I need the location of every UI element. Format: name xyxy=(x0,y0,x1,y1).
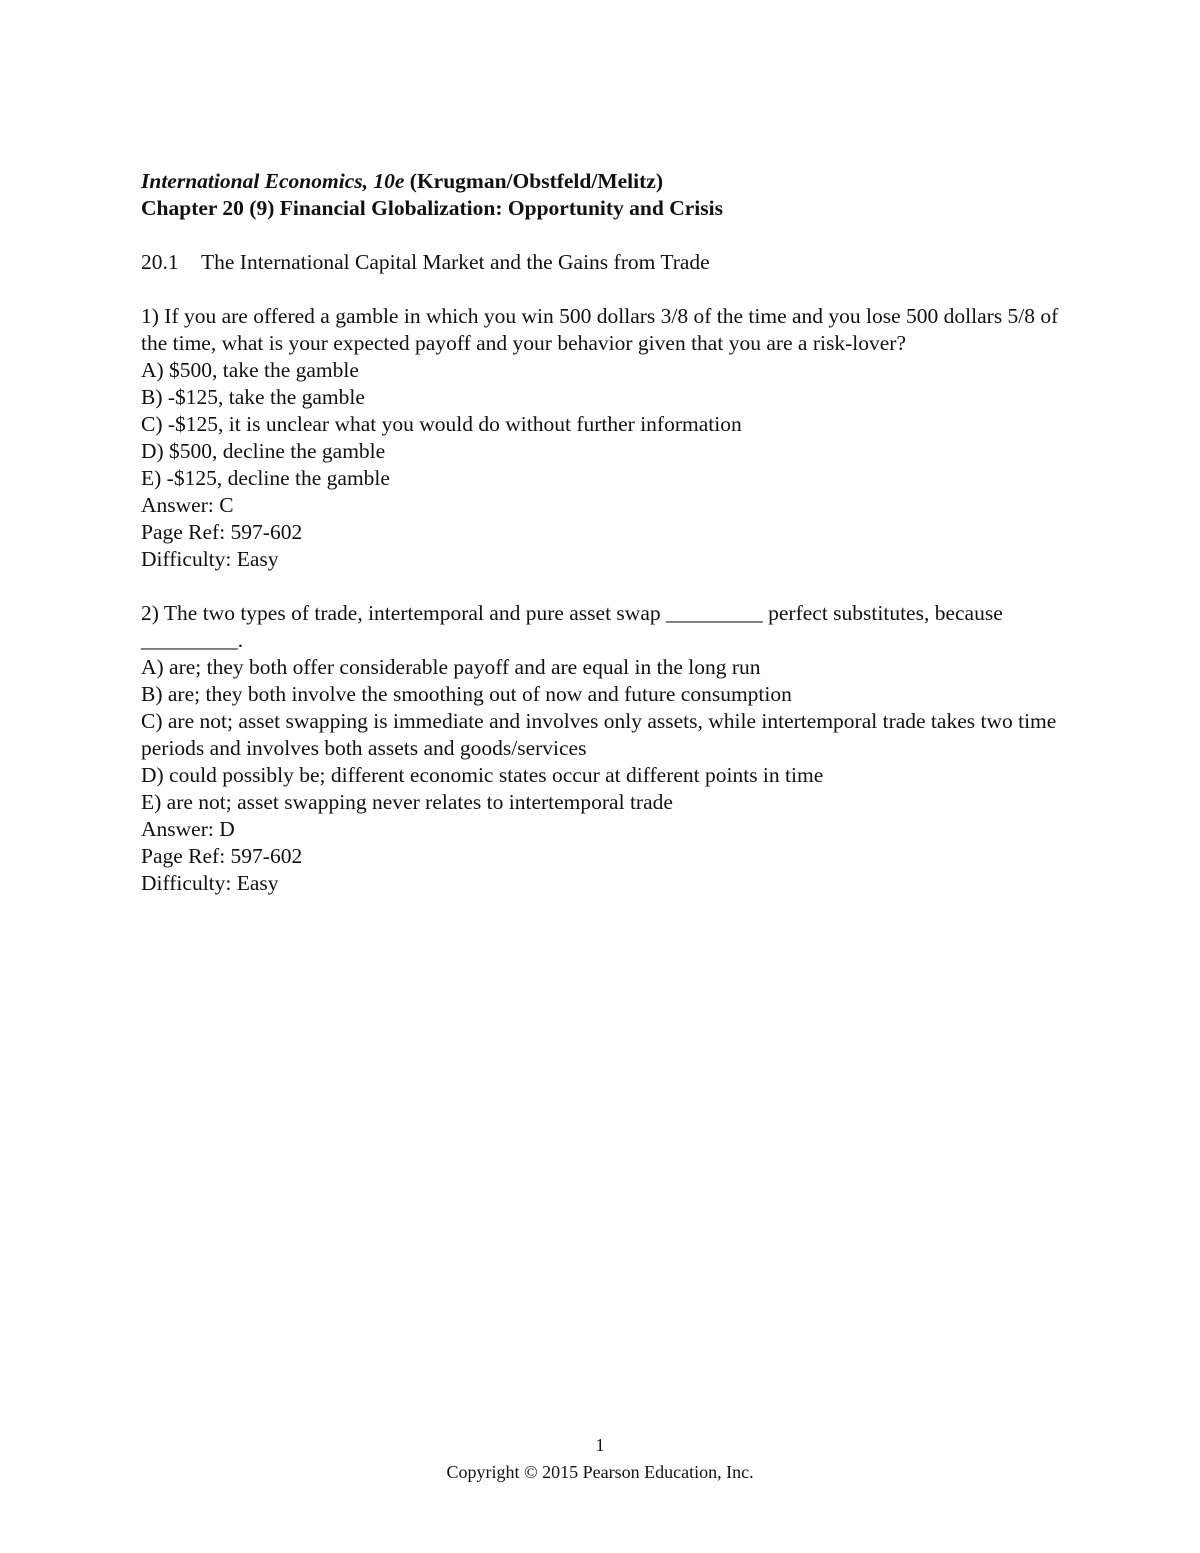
copyright-notice: Copyright © 2015 Pearson Education, Inc. xyxy=(446,1462,754,1482)
choice-c: C) are not; asset swapping is immediate and involves only assets, while intertemporal trade takes two time periods and involves both assets and goods/services xyxy=(141,709,1057,760)
choice-d: D) could possibly be; different economic states occur at different points in time xyxy=(141,763,824,787)
page-number: 1 xyxy=(595,1435,605,1455)
section-title: The International Capital Market and the Gains from Trade xyxy=(201,250,710,274)
section-number: 20.1 xyxy=(141,250,179,274)
choice-b: B) are; they both involve the smoothing out of now and future consumption xyxy=(141,682,792,706)
question-stem: 1) If you are offered a gamble in which you win 500 dollars 3/8 of the time and you lose 500 dollars 5/8 of the time, what is your expected payoff and your behavior given that you are a risk-lover? xyxy=(141,304,1059,355)
choice-b: B) -$125, take the gamble xyxy=(141,385,365,409)
choice-e: E) are not; asset swapping never relates to intertemporal trade xyxy=(141,790,673,814)
answer: Answer: C xyxy=(141,493,234,517)
difficulty: Difficulty: Easy xyxy=(141,871,279,895)
choice-a: A) are; they both offer considerable payoff and are equal in the long run xyxy=(141,655,761,679)
page-footer xyxy=(0,1432,1200,1486)
book-title-line xyxy=(141,168,1066,195)
choice-d: D) $500, decline the gamble xyxy=(141,439,386,463)
question-2 xyxy=(141,600,1066,897)
page-content xyxy=(141,168,1066,897)
book-title: International Economics, 10e xyxy=(141,169,405,193)
page-ref: Page Ref: 597-602 xyxy=(141,844,303,868)
page-ref: Page Ref: 597-602 xyxy=(141,520,303,544)
choice-e: E) -$125, decline the gamble xyxy=(141,466,390,490)
book-authors: (Krugman/Obstfeld/Melitz) xyxy=(409,169,663,193)
answer: Answer: D xyxy=(141,817,235,841)
question-1 xyxy=(141,303,1066,573)
question-stem: 2) The two types of trade, intertemporal and pure asset swap _________ perfect substitutes, because _________. xyxy=(141,601,1003,652)
difficulty: Difficulty: Easy xyxy=(141,547,279,571)
section-heading xyxy=(141,249,1066,276)
choice-a: A) $500, take the gamble xyxy=(141,358,359,382)
chapter-title: Chapter 20 (9) Financial Globalization: Opportunity and Crisis xyxy=(141,196,723,220)
choice-c: C) -$125, it is unclear what you would do without further information xyxy=(141,412,742,436)
